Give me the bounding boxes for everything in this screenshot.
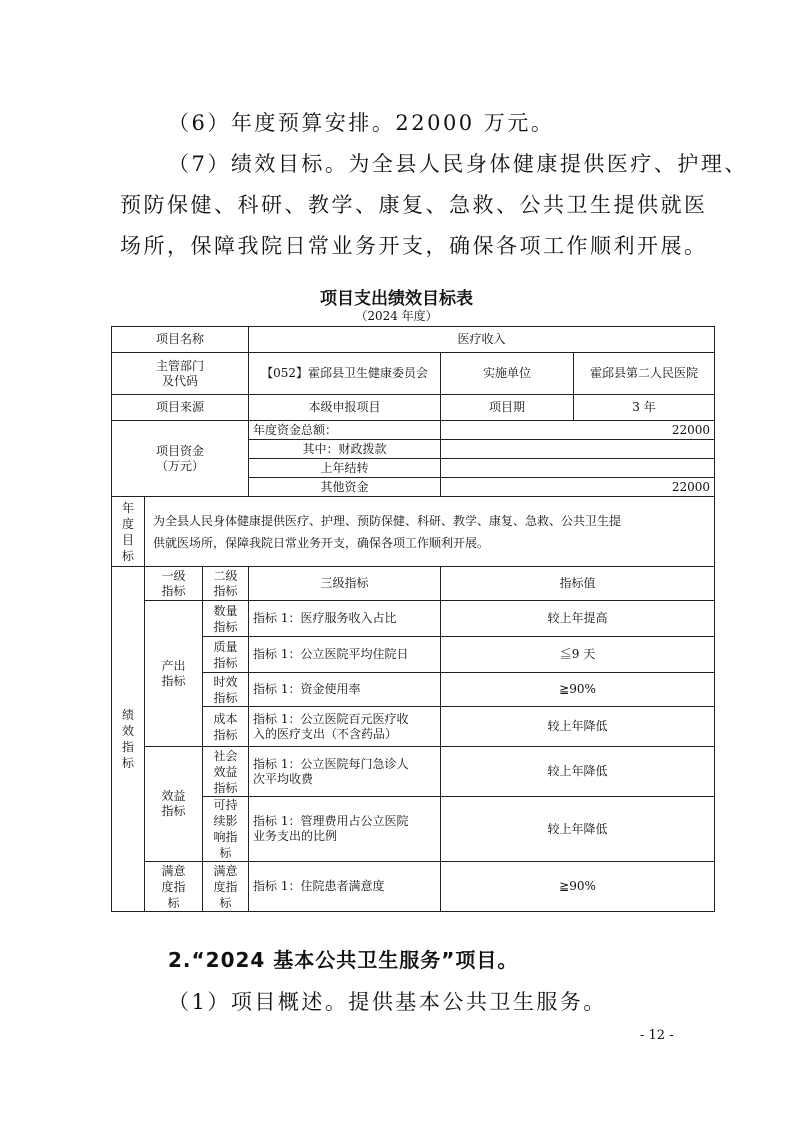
level3-line: 入的医疗支出（不含药品） xyxy=(253,726,398,741)
project-name-value: 医疗收入 xyxy=(249,327,715,353)
value-cell: 较上年提高 xyxy=(441,601,715,637)
goal-label-char: 标 xyxy=(121,548,134,563)
perf-label-char: 绩 xyxy=(121,708,134,722)
goal-paragraph-line-3: 场所，保障我院日常业务开支，确保各项工作顺利开展。 xyxy=(120,234,708,258)
page-number: - 12 - xyxy=(640,1028,674,1043)
perf-label-char: 效 xyxy=(121,724,134,738)
annual-goal-line-2: 供就医场所，保障我院日常业务开支，确保各项工作顺利开展。 xyxy=(153,535,490,550)
level2-line: 满意 xyxy=(213,863,238,878)
level3-cell xyxy=(249,601,441,637)
table-row xyxy=(112,797,715,862)
level2-line: 可持 xyxy=(213,798,238,812)
value-cell: 较上年降低 xyxy=(441,707,715,747)
value-cell: ≧90% xyxy=(441,862,715,912)
level3-line: 次平均收费 xyxy=(253,771,314,786)
period-label: 项目期 xyxy=(441,395,574,421)
level3-line: 指标 1：公立医院百元医疗收 xyxy=(253,711,409,726)
source-label: 项目来源 xyxy=(112,395,249,421)
source-value: 本级申报项目 xyxy=(249,395,441,421)
goal-paragraph-line-2: 预防保健、科研、教学、康复、急救、公共卫生提供就医 xyxy=(120,193,708,217)
satisfaction-indicator-label xyxy=(145,862,203,912)
table-row xyxy=(112,747,715,797)
level2-line: 续影 xyxy=(213,814,238,828)
level2-line: 指标 xyxy=(213,655,238,670)
value-cell: 较上年降低 xyxy=(441,747,715,797)
level2-cell xyxy=(203,601,249,637)
funds-total-value: 22000 xyxy=(441,421,715,440)
output-label-line: 产出 xyxy=(161,658,186,673)
satisfaction-label-line: 满意 xyxy=(161,863,186,878)
level2-line: 标 xyxy=(219,846,232,860)
level2-cell xyxy=(203,797,249,862)
goal-label-char: 年 xyxy=(121,500,134,515)
level2-line: 效益 xyxy=(213,764,238,779)
satisfaction-label-line: 度指 xyxy=(161,879,186,894)
dept-label-line-2: 及代码 xyxy=(162,373,199,388)
table-row xyxy=(112,862,715,912)
header-level1-line: 一级 xyxy=(161,568,186,583)
goal-label-char: 目 xyxy=(121,532,134,547)
header-level2-line: 二级 xyxy=(213,568,238,583)
funds-other-label: 其他资金 xyxy=(249,478,441,497)
level3-line: 指标 1：资金使用率 xyxy=(253,682,361,696)
funds-total-label: 年度资金总额： xyxy=(249,421,441,440)
header-value: 指标值 xyxy=(441,567,715,601)
level3-line: 指标 1：医疗服务收入占比 xyxy=(253,611,397,625)
table-title: 项目支出绩效目标表 xyxy=(320,289,473,309)
funds-fiscal-label: 其中：财政拨款 xyxy=(249,440,441,459)
level2-cell xyxy=(203,673,249,707)
annual-goal-label xyxy=(112,497,145,567)
table-row xyxy=(112,601,715,637)
value-cell: 较上年降低 xyxy=(441,797,715,862)
dept-label xyxy=(112,353,249,395)
level2-line: 度指 xyxy=(213,879,238,894)
level3-line: 指标 1：管理费用占公立医院 xyxy=(253,814,409,828)
level3-cell xyxy=(249,673,441,707)
goal-label-char: 度 xyxy=(121,516,134,531)
value-cell: ≧90% xyxy=(441,673,715,707)
project-name-label: 项目名称 xyxy=(112,327,249,353)
benefit-indicator-label xyxy=(145,747,203,862)
level2-line: 指标 xyxy=(213,619,238,634)
level2-line: 响指 xyxy=(213,830,238,844)
table-subtitle: （2024 年度） xyxy=(355,309,438,323)
header-level2-line: 指标 xyxy=(213,583,238,598)
output-indicator-label xyxy=(145,601,203,747)
header-level3: 三级指标 xyxy=(249,567,441,601)
table-row xyxy=(112,637,715,673)
level3-line: 指标 1：住院患者满意度 xyxy=(253,879,385,893)
level3-line: 指标 1：公立医院平均住院日 xyxy=(253,647,409,661)
level3-cell xyxy=(249,862,441,912)
table-row xyxy=(112,673,715,707)
dept-value: 【052】霍邱县卫生健康委员会 xyxy=(249,353,441,395)
satisfaction-label-line: 标 xyxy=(167,895,180,910)
header-level1-line: 指标 xyxy=(161,583,186,598)
annual-goal-text xyxy=(145,497,715,567)
header-level2 xyxy=(203,567,249,601)
dept-label-line-1: 主管部门 xyxy=(156,358,205,373)
performance-indicator-label xyxy=(112,567,145,912)
benefit-label-line: 效益 xyxy=(161,789,186,803)
level3-cell xyxy=(249,747,441,797)
section-heading: 2.“2024 基本公共卫生服务”项目。 xyxy=(168,948,519,972)
level2-line: 社会 xyxy=(213,748,238,763)
funds-other-value: 22000 xyxy=(441,478,715,497)
level2-line: 成本 xyxy=(213,711,238,726)
level3-line: 指标 1：公立医院每门急诊人 xyxy=(253,756,409,771)
level2-line: 指标 xyxy=(213,690,238,705)
funds-label xyxy=(112,421,249,497)
level2-line: 标 xyxy=(219,895,232,910)
funds-fiscal-value xyxy=(441,440,715,459)
funds-carryover-value xyxy=(441,459,715,478)
level2-line: 指标 xyxy=(213,727,238,742)
annual-goal-line-1: 为全县人民身体健康提供医疗、护理、预防保健、科研、教学、康复、急救、公共卫生提 xyxy=(153,513,622,528)
table-row xyxy=(112,707,715,747)
perf-label-char: 指 xyxy=(121,740,134,754)
level3-line: 业务支出的比例 xyxy=(253,829,338,843)
level3-cell xyxy=(249,797,441,862)
level3-cell xyxy=(249,637,441,673)
performance-target-table xyxy=(111,326,715,912)
level2-line: 数量 xyxy=(213,603,238,618)
benefit-label-line: 指标 xyxy=(161,804,186,818)
overview-paragraph: （1）项目概述。提供基本公共卫生服务。 xyxy=(168,990,607,1014)
goal-paragraph-line-1: （7）绩效目标。为全县人民身体健康提供医疗、护理、 xyxy=(168,152,748,176)
impl-unit-value: 霍邱县第二人民医院 xyxy=(574,353,715,395)
level2-cell xyxy=(203,862,249,912)
level2-line: 时效 xyxy=(213,674,238,689)
level3-cell xyxy=(249,707,441,747)
funds-carryover-label: 上年结转 xyxy=(249,459,441,478)
value-cell: ≦9 天 xyxy=(441,637,715,673)
level2-line: 指标 xyxy=(213,780,238,795)
impl-unit-label: 实施单位 xyxy=(441,353,574,395)
funds-label-line-2: （万元） xyxy=(156,458,205,473)
level2-line: 质量 xyxy=(213,639,238,654)
level2-cell xyxy=(203,747,249,797)
output-label-line: 指标 xyxy=(161,673,186,688)
budget-paragraph: （6）年度预算安排。22000 万元。 xyxy=(168,111,555,135)
period-value: 3 年 xyxy=(574,395,715,421)
level2-cell xyxy=(203,637,249,673)
funds-label-line-1: 项目资金 xyxy=(156,443,205,458)
header-level1 xyxy=(145,567,203,601)
level2-cell xyxy=(203,707,249,747)
perf-label-char: 标 xyxy=(121,756,134,770)
